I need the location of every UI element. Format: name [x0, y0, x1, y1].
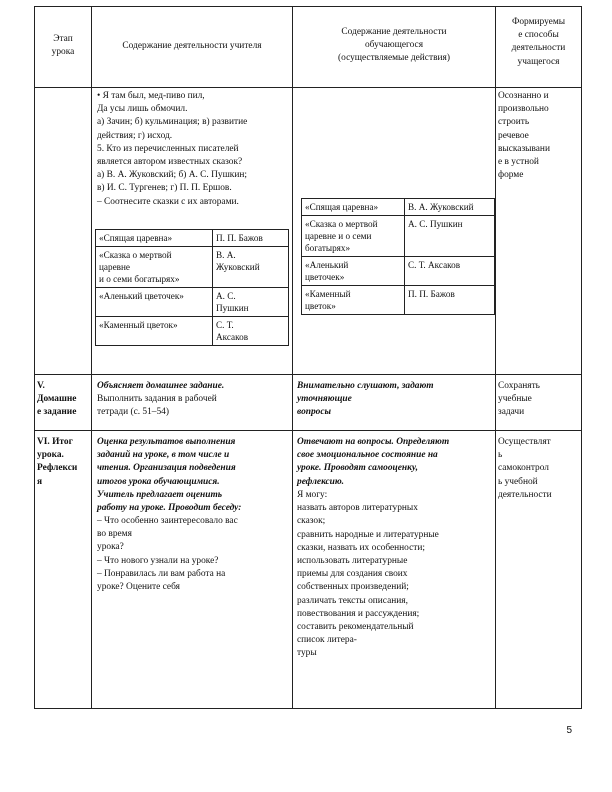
- table-row: [302, 257, 495, 286]
- row3-student-italic: Отвечают на вопросы. Определяют свое эмоциональное состояние на уроке. Проводят самооценку, рефлексию.: [297, 437, 450, 487]
- table-cell: В. А. Жуковский: [405, 199, 495, 216]
- table-row: [302, 199, 495, 216]
- header-teacher: Содержание деятельности учителя: [122, 41, 262, 51]
- row3-teacher-text: – Что особенно заинтересовало вас во время урока? – Что нового узнали на уроке? – Понравилась ли вам работа на уроке? Оцените себя: [97, 516, 238, 593]
- header-stage: Этап урока: [51, 34, 75, 58]
- table-border-right: [581, 6, 582, 709]
- table-cell: А. С. Пушкин: [213, 288, 289, 317]
- table-cell: «Аленький цветочек»: [96, 288, 213, 317]
- table-cell: П. П. Бажов: [405, 286, 495, 315]
- table-cell: «Каменный цветок»: [96, 317, 213, 346]
- table-cell: «Сказка о мертвой царевне и о семи богатырях»: [302, 216, 405, 257]
- row1-teacher-text: • Я там был, мед-пиво пил, Да усы лишь обмочил. а) Зачин; б) кульминация; в) развитие действия; г) исход. 5. Кто из перечисленных писателей является автором известных сказок? а) В. А. Жуковский; б) А. С. Пушкин; в) И. С. Тургенев; г) П. П. Ершов. – Соотнесите сказки с их авторами.: [97, 91, 248, 207]
- row-divider-header: [34, 87, 582, 88]
- table-row: [302, 216, 495, 257]
- table-border-top: [34, 6, 582, 7]
- table-border-left: [34, 6, 35, 709]
- table-cell: С. Т. Аксаков: [213, 317, 289, 346]
- table-row: [96, 230, 289, 247]
- teacher-matching-table: [95, 229, 289, 346]
- table-cell: «Сказка о мертвой царевне и о семи богатырях»: [96, 247, 213, 288]
- row2-student: Внимательно слушают, задают уточняющие вопросы: [297, 381, 434, 418]
- table-cell: «Аленький цветочек»: [302, 257, 405, 286]
- table-row: [96, 247, 289, 288]
- row3-stage: VI. Итог урока. Рефлекси я: [37, 437, 78, 487]
- page-number: 5: [566, 725, 572, 736]
- table-cell: «Спящая царевна»: [96, 230, 213, 247]
- table-cell: С. Т. Аксаков: [405, 257, 495, 286]
- table-cell: П. П. Бажов: [213, 230, 289, 247]
- row2-teacher-text: Выполнить задания в рабочей тетради (с. 51–54): [97, 394, 217, 418]
- row-divider-2: [34, 430, 582, 431]
- row2-stage: V. Домашне е задание: [37, 381, 77, 418]
- row3-student-text: Я могу: назвать авторов литературных сказок; сравнить народные и литературные сказки, назвать их особенности; использовать литературные приемы для создания своих собственных произведений; различать тексты описания, повествования и рассуждения; составить рекомендательный список литера- туры: [297, 490, 439, 659]
- table-row: [96, 288, 289, 317]
- table-cell: «Спящая царевна»: [302, 199, 405, 216]
- header-methods: Формируемы е способы деятельности учащегося: [511, 17, 566, 67]
- column-divider-3: [495, 6, 496, 709]
- row3-teacher-italic: Оценка результатов выполнения заданий на уроке, в том числе и чтения. Организация подведения итогов урока обучающимися. Учитель предлагает оценить работу на уроке. Проводит беседу:: [97, 437, 242, 514]
- student-matching-table: [301, 198, 495, 315]
- row2-methods: Сохранять учебные задачи: [498, 381, 540, 418]
- row2-teacher-italic: Объясняет домашнее задание.: [97, 381, 225, 391]
- table-cell: «Каменный цветок»: [302, 286, 405, 315]
- row-divider-1: [34, 374, 582, 375]
- row3-methods: Осуществлят ь самоконтрол ь учебной деятельности: [498, 437, 552, 500]
- table-row: [302, 286, 495, 315]
- table-cell: В. А. Жуковский: [213, 247, 289, 288]
- row1-methods: Осознанно и произвольно строить речевое высказывани е в устной форме: [498, 91, 550, 181]
- table-cell: А. С. Пушкин: [405, 216, 495, 257]
- column-divider-2: [292, 6, 293, 709]
- column-divider-1: [91, 6, 92, 709]
- table-row: [96, 317, 289, 346]
- header-student: Содержание деятельности обучающегося (осуществляемые действия): [338, 27, 450, 64]
- table-border-bottom: [34, 708, 582, 709]
